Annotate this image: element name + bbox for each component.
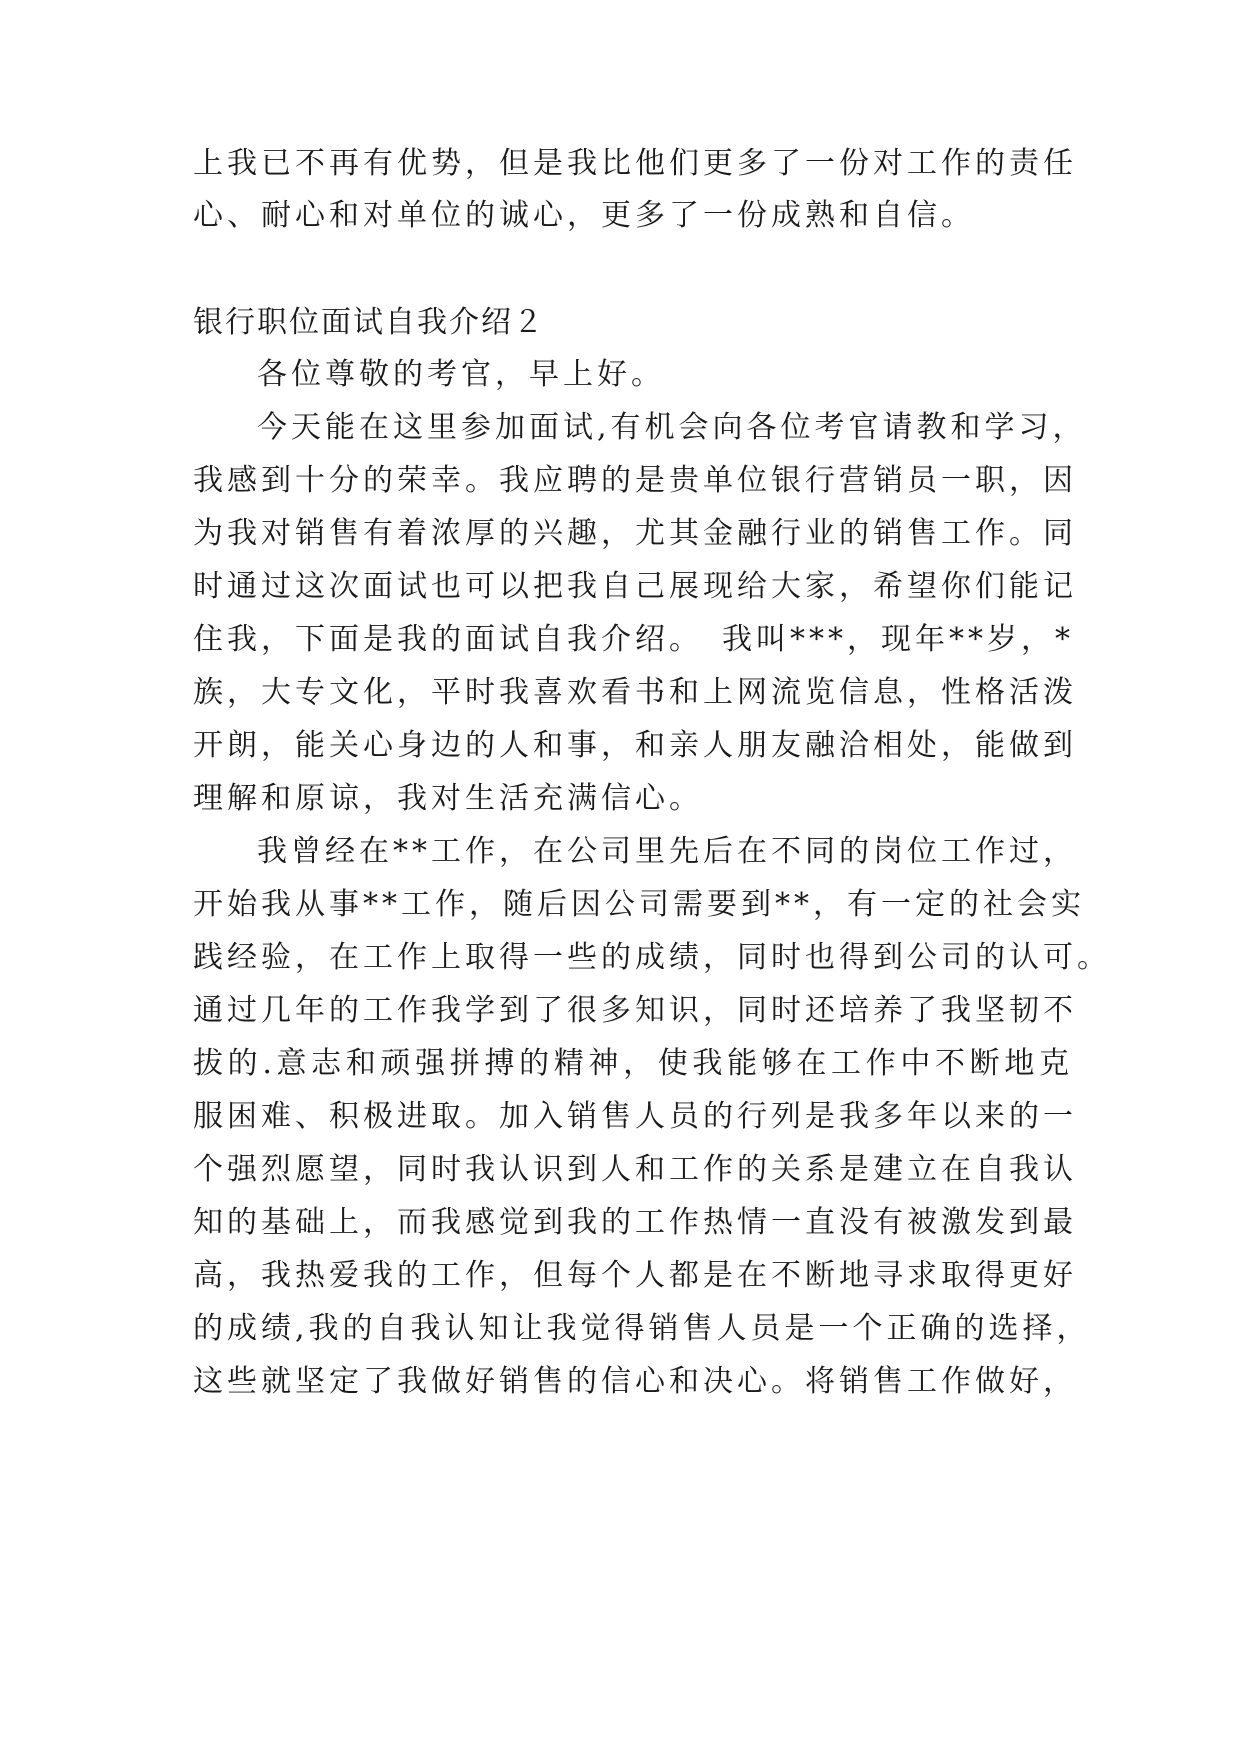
section-heading: 银行职位面试自我介绍２ (193, 305, 545, 340)
body-text-line: 上我已不再有优势，但是我比他们更多了一份对工作的责任 (193, 146, 1077, 181)
paragraph-line: 今天能在这里参加面试,有机会向各位考官请教和学习， (257, 410, 1087, 445)
paragraph-line: 知的基础上，而我感觉到我的工作热情一直没有被激发到最 (193, 1205, 1077, 1240)
paragraph-line: 个强烈愿望，同时我认识到人和工作的关系是建立在自我认 (193, 1152, 1077, 1187)
paragraph-line: 开朗，能关心身边的人和事，和亲人朋友融洽相处，能做到 (193, 728, 1077, 763)
body-text-line: 心、耐心和对单位的诚心，更多了一份成熟和自信。 (193, 198, 975, 233)
paragraph-line: 时通过这次面试也可以把我自己展现给大家，希望你们能记 (193, 569, 1077, 604)
paragraph-line: 住我，下面是我的面试自我介绍。 我叫***，现年**岁，* (193, 622, 1074, 657)
paragraph-line: 理解和原谅，我对生活充满信心。 (193, 781, 703, 816)
paragraph-line: 通过几年的工作我学到了很多知识，同时还培养了我坚韧不 (193, 993, 1077, 1028)
paragraph-line: 服困难、积极进取。加入销售人员的行列是我多年以来的一 (193, 1099, 1077, 1134)
paragraph-line: 高，我热爱我的工作，但每个人都是在不断地寻求取得更好 (193, 1258, 1077, 1293)
paragraph-line: 开始我从事**工作，随后因公司需要到**，有一定的社会实 (193, 887, 1085, 922)
paragraph-line: 我感到十分的荣幸。我应聘的是贵单位银行营销员一职，因 (193, 463, 1077, 498)
paragraph-line: 族，大专文化，平时我喜欢看书和上网流览信息，性格活泼 (193, 675, 1077, 710)
paragraph-line: 为我对销售有着浓厚的兴趣，尤其金融行业的销售工作。同 (193, 516, 1077, 551)
paragraph-line: 我曾经在**工作，在公司里先后在不同的岗位工作过， (257, 834, 1077, 869)
paragraph-line: 这些就坚定了我做好销售的信心和决心。将销售工作做好， (193, 1364, 1077, 1399)
paragraph-line: 拔的.意志和顽强拼搏的精神，使我能够在工作中不断地克 (193, 1046, 1073, 1081)
paragraph-line: 的成绩,我的自我认知让我觉得销售人员是一个正确的选择， (193, 1311, 1091, 1346)
greeting-text: 各位尊敬的考官，早上好。 (257, 357, 665, 392)
paragraph-line: 践经验，在工作上取得一些的成绩，同时也得到公司的认可。 (193, 940, 1111, 975)
